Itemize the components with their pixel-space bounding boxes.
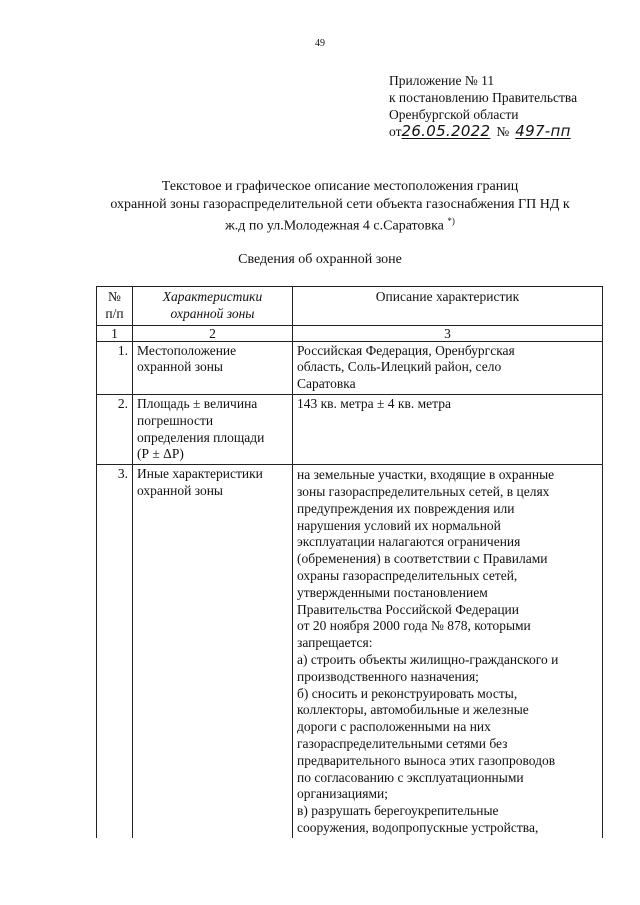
header-description: Описание характеристик	[293, 287, 603, 326]
appendix-signature-line	[389, 123, 577, 140]
table-row	[97, 394, 603, 464]
desc-line: от 20 ноября 2000 года № 878, которыми	[297, 618, 531, 634]
desc-line: предупреждения их повреждения или	[297, 500, 515, 516]
desc-line: эксплуатации налагаются ограничения	[297, 534, 521, 550]
title-line-1: Текстовое и графическое описание местоположения границ	[161, 179, 519, 194]
desc-line: утвержденными постановлением	[297, 584, 488, 600]
table-header-row	[97, 287, 603, 326]
table-row	[97, 465, 603, 838]
desc-line: б) сносить и реконструировать мосты,	[297, 685, 518, 701]
index-cell: 1	[97, 325, 133, 341]
row-description	[293, 394, 603, 464]
desc-line: организациями;	[297, 786, 388, 802]
desc-line: коллекторы, автомобильные и железные	[297, 702, 529, 718]
handwritten-number: 497-пп	[515, 122, 571, 140]
header-number: № п/п	[97, 287, 133, 326]
desc-line: сооружения, водопропускные устройства,	[297, 819, 539, 835]
desc-line: 143 кв. метра ± 4 кв. метра	[297, 395, 451, 411]
appendix-line-1: Приложение № 11	[389, 73, 495, 88]
page-number: 49	[315, 38, 325, 49]
name-line: Площадь ± величина	[137, 395, 258, 411]
desc-line: в) разрушать берегоукрепительные	[297, 803, 499, 819]
name-line: определения площади	[137, 429, 265, 445]
zone-info-table	[96, 286, 603, 838]
index-cell: 2	[133, 325, 293, 341]
appendix-header	[389, 72, 577, 140]
desc-line: газораспределительными сетями без	[297, 735, 508, 751]
desc-line: область, Соль-Илецкий район, село	[297, 359, 502, 375]
desc-line: а) строить объекты жилищно-гражданского и	[297, 651, 559, 667]
desc-line: дороги с расположенными на них	[297, 719, 491, 735]
name-line: (Р ± ΔР)	[137, 446, 184, 462]
row-characteristic: Иные характеристики охранной зоны	[133, 465, 293, 838]
index-cell: 3	[293, 325, 603, 341]
footnote-mark: *)	[447, 216, 455, 226]
row-description	[293, 465, 603, 838]
desc-line: Саратовка	[297, 376, 356, 392]
row-number: 1.	[97, 341, 133, 394]
title-line-3-text: ж.д по ул.Молодежная 4 с.Саратовка	[225, 218, 444, 234]
date-prefix: от	[389, 124, 402, 139]
number-prefix: №	[496, 124, 510, 139]
desc-line: охраны газораспределительных сетей,	[297, 567, 518, 583]
table-row	[97, 341, 603, 394]
name-line: погрешности	[137, 412, 214, 428]
row-number: 3.	[97, 465, 133, 838]
desc-line: производственного назначения;	[297, 668, 479, 684]
desc-line: по согласованию с эксплуатационными	[297, 769, 524, 785]
appendix-line-3: Оренбургской области	[389, 107, 519, 122]
desc-line: запрещается:	[297, 635, 373, 651]
header-characteristic: Характеристики охранной зоны	[133, 287, 293, 326]
desc-line: на земельные участки, входящие в охранные	[297, 467, 555, 483]
desc-line: зоны газораспределительных сетей, в целях	[297, 483, 550, 499]
table-index-row	[97, 325, 603, 341]
handwritten-date: 26.05.2022	[401, 122, 491, 140]
title-line-3	[80, 213, 600, 235]
desc-line: нарушения условий их нормальной	[297, 517, 501, 533]
appendix-line-2: к постановлению Правительства	[389, 90, 578, 105]
row-number: 2.	[97, 394, 133, 464]
desc-line: Российская Федерация, Оренбургская	[297, 342, 515, 358]
desc-line: предварительного выноса этих газопроводов	[297, 752, 556, 768]
desc-line: Правительства Российской Федерации	[297, 601, 519, 617]
row-characteristic: Местоположение охранной зоны	[133, 341, 293, 394]
section-subtitle: Сведения об охранной зоне	[238, 252, 402, 267]
row-description	[293, 341, 603, 394]
document-title	[80, 178, 600, 235]
row-characteristic	[133, 394, 293, 464]
desc-line: (обременения) в соответствии с Правилами	[297, 551, 548, 567]
title-line-2: охранной зоны газораспределительной сети объекта газоснабжения ГП НД к	[110, 196, 570, 212]
